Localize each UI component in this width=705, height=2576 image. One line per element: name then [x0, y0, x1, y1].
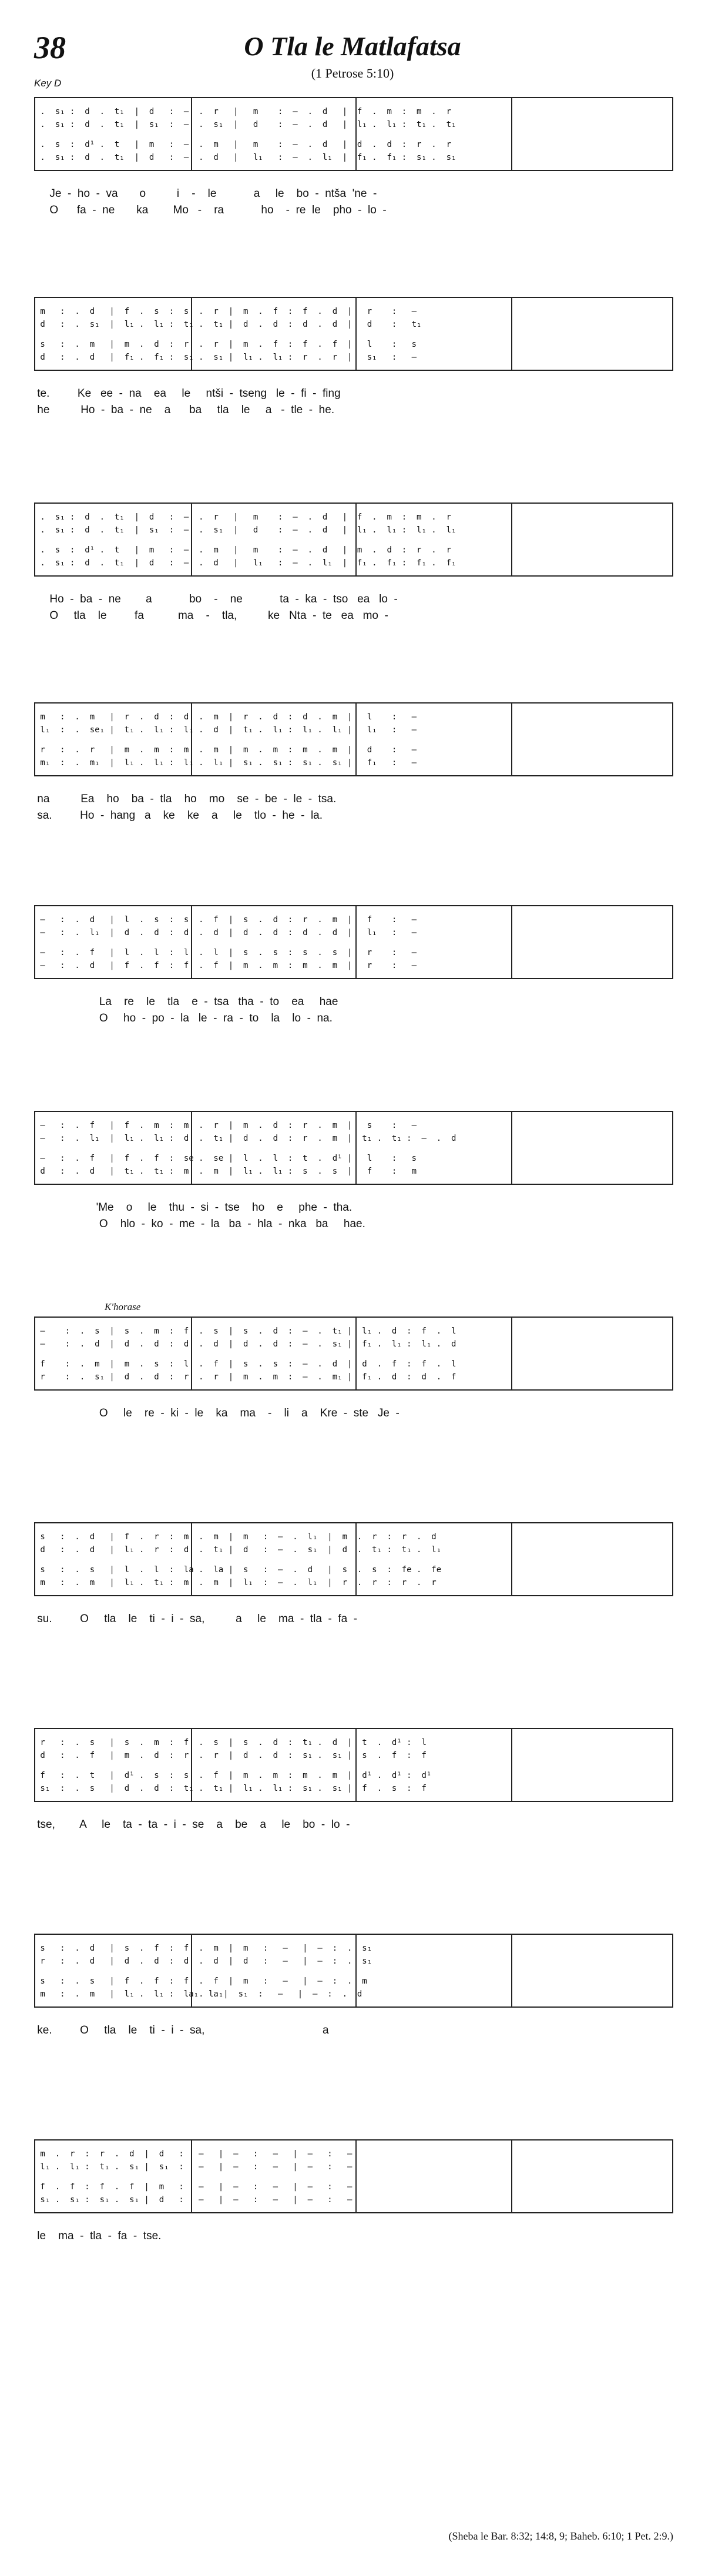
- lyric-line: na Ea ho ba - tla ho mo se - be - le - tsa.: [34, 793, 337, 805]
- voice-line: — : . d | d . d : d . d | d . d : – . s₁ | f₁ . l₁ : l₁ . d: [35, 1339, 456, 1349]
- voice-line: — : . d | f . f : f . f | m . m : m . m | r : —: [35, 961, 417, 970]
- voice-line: r : . s₁ | d . d : r . r | m . m : – . m₁ | f₁ . d : d . f: [35, 1372, 456, 1382]
- hymn-number: 38: [34, 30, 66, 65]
- voice-line: . s : d¹ . t | m : – . m | m : – . d | d . d : r . r: [35, 140, 452, 149]
- voice-line: . s₁ : d . t₁ | d : – . r | m : – . d | f . m : m . r: [35, 512, 452, 522]
- section-label: K'horase: [105, 1301, 141, 1312]
- voice-line: s : . s | l . l : la . la | s : – . d | s . s : fe . fe: [35, 1565, 442, 1575]
- lyric-line: O le re - ki - le ka ma - li a Kre - ste Je -: [34, 1407, 400, 1419]
- voice-line: m : . m | r . d : d . m | r . d : d . m | l : —: [35, 712, 417, 722]
- voice-line: m : . m | l₁ . t₁ : m . m | l₁ : – . l₁ | r . r : r . r: [35, 1578, 437, 1587]
- voice-line: . s : d¹ . t | m : – . m | m : – . d | m . d : r . r: [35, 545, 452, 555]
- voice-line: r : . r | m . m : m . m | m . m : m . m | d : —: [35, 745, 417, 755]
- staff-box: [34, 1934, 673, 2008]
- voice-line: m : . m | l₁ . l₁ : la₁. la₁| s₁ : — | — : . d: [35, 1989, 362, 1999]
- lyric-line: su. O tla le ti - i - sa, a le ma - tla - fa -: [34, 1613, 358, 1625]
- voice-line: — : . l₁ | l₁ . l₁ : d . t₁ | d . d : r . m | t₁ . t₁ : – . d: [35, 1134, 456, 1143]
- voice-line: m . r : r . d | d : — | — : — | — : —: [35, 2149, 352, 2159]
- lyric-line: te. Ke ee - na ea le ntši - tseng le - fi - fing: [34, 387, 341, 400]
- lyric-line: 'Me o le thu - si - tse ho e phe - tha.: [34, 1201, 352, 1214]
- scripture-reference: (1 Petrose 5:10): [311, 66, 394, 81]
- staff-box: [34, 503, 673, 577]
- voice-line: s₁ . s₁ : s₁ . s₁ | d : — | — : — | — : —: [35, 2195, 352, 2205]
- lyric-line: O ho - po - la le - ra - to la lo - na.: [34, 1012, 333, 1024]
- footer-references: (Sheba le Bar. 8:32; 14:8, 9; Baheb. 6:10; 1 Pet. 2:9.): [448, 2530, 673, 2542]
- key-signature: Key D: [34, 78, 62, 89]
- voice-line: — : . f | f . m : m . r | m . d : r . m | s : —: [35, 1121, 417, 1130]
- voice-line: s : . d | f . r : m . m | m : – . l₁ | m . r : r . d: [35, 1532, 437, 1542]
- voice-line: d : . d | t₁ . t₁ : m . m | l₁ . l₁ : s . s | f : m: [35, 1167, 417, 1176]
- voice-line: m : . d | f . s : s . r | m . f : f . d | r : —: [35, 307, 417, 316]
- lyric-line: ke. O tla le ti - i - sa, a: [34, 2024, 329, 2036]
- staff-box: [34, 1728, 673, 1802]
- staff-box: [34, 1317, 673, 1391]
- staff-box: [34, 702, 673, 776]
- voice-line: . s₁ : d . t₁ | d : – . d | l₁ : – . l₁ | f₁ . f₁ : f₁ . f₁: [35, 558, 456, 568]
- lyric-line: O fa - ne ka Mo - ra ho - re le pho - lo -: [34, 204, 387, 216]
- lyric-line: sa. Ho - hang a ke ke a le tlo - he - la.: [34, 809, 323, 822]
- voice-line: . s₁ : d . t₁ | d : – . r | m : – . d | f . m : m . r: [35, 107, 452, 116]
- voice-line: — : . f | f . f : se . se | l . l : t . d¹ | l : s: [35, 1154, 417, 1163]
- voice-line: . s₁ : d . t₁ | s₁ : – . s₁ | d : – . d | l₁ . l₁ : t₁ . t₁: [35, 120, 456, 129]
- voice-line: s : . s | f . f : f . f | m : — | — : . m: [35, 1977, 367, 1986]
- lyric-line: he Ho - ba - ne a ba tla le a - tle - he.: [34, 404, 335, 416]
- voice-line: f . f : f . f | m : — | — : — | — : —: [35, 2182, 352, 2192]
- voice-line: f : . t | d¹ . s : s . f | m . m : m . m | d¹ . d¹ : d¹: [35, 1771, 432, 1780]
- voice-line: — : . d | l . s : s . f | s . d : r . m | f : —: [35, 915, 417, 924]
- voice-line: d : . d | f₁ . f₁ : s₁ . s₁ | l₁ . l₁ : r . r | s₁ : —: [35, 353, 417, 362]
- voice-line: f : . m | m . s : l . f | s . s : – . d | d . f : f . l: [35, 1359, 456, 1369]
- lyric-line: Je - ho - va o i - le a le bo - ntša 'ne -: [34, 187, 377, 200]
- voice-line: l₁ : . se₁ | t₁ . l₁ : l₁ . d | t₁ . l₁ : l₁ . l₁ | l₁ : —: [35, 725, 417, 735]
- staff-box: [34, 905, 673, 979]
- lyric-line: O tla le fa ma - tla, ke Nta - te ea mo -: [34, 609, 388, 622]
- voice-line: d : . s₁ | l₁ . l₁ : t₁ . t₁ | d . d : d . d | d : t₁: [35, 320, 422, 329]
- voice-line: s₁ : . s | d . d : t₁ . t₁ | l₁ . l₁ : s₁ . s₁ | f . s : f: [35, 1784, 427, 1793]
- lyric-line: tse, A le ta - ta - i - se a be a le bo - lo -: [34, 1818, 350, 1831]
- staff-box: [34, 1522, 673, 1596]
- lyric-line: Ho - ba - ne a bo - ne ta - ka - tso ea lo -: [34, 593, 398, 605]
- voice-line: . s₁ : d . t₁ | s₁ : – . s₁ | d : – . d | l₁ . l₁ : l₁ . l₁: [35, 525, 456, 535]
- lyric-line: O hlo - ko - me - la ba - hla - nka ba hae.: [34, 1218, 365, 1230]
- hymn-title: O Tla le Matlafatsa: [244, 31, 461, 61]
- voice-line: l₁ . l₁ : t₁ . s₁ | s₁ : — | — : — | — : —: [35, 2162, 352, 2172]
- voice-line: d : . f | m . d : r . r | d . d : s₁ . s₁ | s . f : f: [35, 1751, 427, 1760]
- voice-line: — : . f | l . l : l . l | s . s : s . s | r : —: [35, 948, 417, 957]
- voice-line: s : . m | m . d : r . r | m . f : f . f | l : s: [35, 340, 417, 349]
- lyric-line: La re le tla e - tsa tha - to ea hae: [34, 996, 338, 1008]
- staff-box: [34, 2139, 673, 2213]
- lyric-line: le ma - tla - fa - tse.: [34, 2230, 162, 2242]
- staff-box: [34, 97, 673, 171]
- voice-line: . s₁ : d . t₁ | d : – . d | l₁ : – . l₁ | f₁ . f₁ : s₁ . s₁: [35, 153, 456, 162]
- voice-line: — : . l₁ | d . d : d . d | d . d : d . d | l₁ : —: [35, 928, 417, 937]
- voice-line: m₁ : . m₁ | l₁ . l₁ : l₁ . l₁ | s₁ . s₁ : s₁ . s₁ | f₁ : —: [35, 758, 417, 768]
- voice-line: — : . s | s . m : f . s | s . d : – . t₁ | l₁ . d : f . l: [35, 1326, 456, 1336]
- voice-line: r : . d | d . d : d . d | d : — | — : . s₁: [35, 1957, 372, 1966]
- staff-box: [34, 1111, 673, 1185]
- staff-box: [34, 297, 673, 371]
- voice-line: r : . s | s . m : f . s | s . d : t₁ . d | t . d¹ : l: [35, 1738, 427, 1747]
- voice-line: s : . d | s . f : f . m | m : — | — : . s₁: [35, 1944, 372, 1953]
- voice-line: d : . d | l₁ . r : d . t₁ | d : – . s₁ | d . t₁ : t₁ . l₁: [35, 1545, 442, 1555]
